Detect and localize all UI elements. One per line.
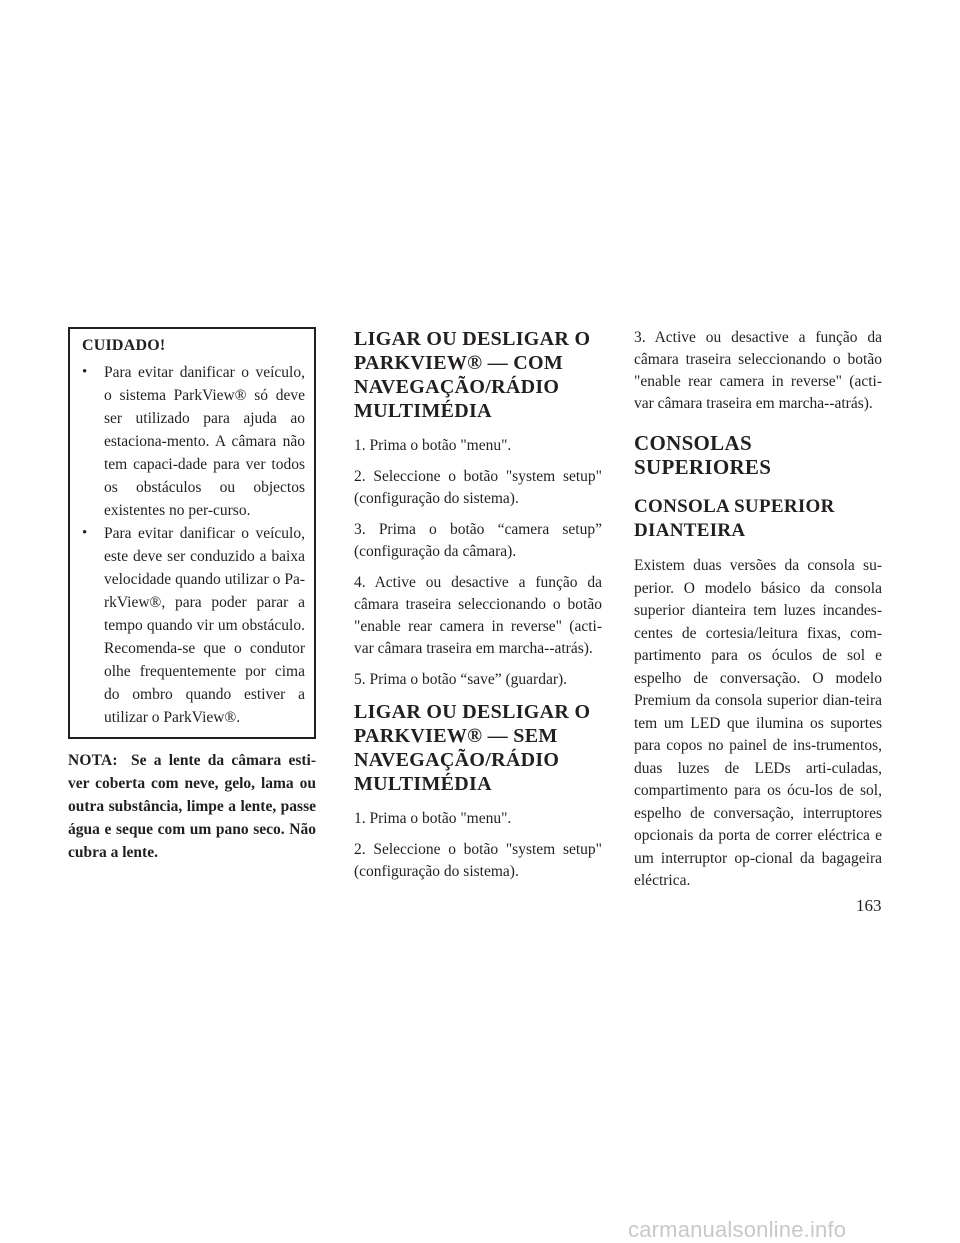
step: 3. Prima o botão “camera setup” (configuração da câmara). xyxy=(354,521,602,560)
watermark: carmanualsonline.info xyxy=(628,1217,847,1242)
right-column xyxy=(634,327,882,902)
step: 2. Seleccione o botão "system setup" (configuração do sistema). xyxy=(354,468,602,507)
step: 2. Seleccione o botão "system setup" (configuração do sistema). xyxy=(354,841,602,880)
section-heading-with-navigation: LIGAR OU DESLIGAR O PARKVIEW® — COM NAVEGAÇÃO/RÁDIO MULTIMÉDIA xyxy=(354,328,591,422)
note xyxy=(68,749,316,864)
caution-list xyxy=(78,361,305,729)
caution-item: • Para evitar danificar o veículo, o sistema ParkView® só deve ser utilizado para ajuda ao estaciona-mento. A câmara não tem capaci-dade para ver todos os obstáculos ou objectos existentes no per-curso. xyxy=(78,361,305,522)
subsection-heading-front-console: CONSOLA SUPERIOR DIANTEIRA xyxy=(634,496,835,541)
caution-title: CUIDADO! xyxy=(82,337,166,354)
note-label: NOTA: xyxy=(68,752,118,769)
section-heading-without-navigation: LIGAR OU DESLIGAR O PARKVIEW® — SEM NAVEGAÇÃO/RÁDIO MULTIMÉDIA xyxy=(354,701,591,795)
middle-column xyxy=(354,327,602,892)
step: 1. Prima o botão "menu". xyxy=(354,810,512,827)
step: 1. Prima o botão "menu". xyxy=(354,437,512,454)
note-text: Se a lente da câmara esti-ver coberta com neve, gelo, lama ou outra substância, limpe a lente, passe água e seque com um pano seco. Não cubra a lente. xyxy=(68,752,317,861)
left-column xyxy=(68,327,316,864)
caution-item: • Para evitar danificar o veículo, este deve ser conduzido a baixa velocidade quando utilizar o Pa-rkView®, para poder parar a tempo quando vir um obstáculo. Recomenda-se que o condutor olhe frequentemente por cima do ombro quando estiver a utilizar o ParkView®. xyxy=(78,522,305,729)
step: 4. Active ou desactive a função da câmara traseira seleccionando o botão "enable rear camera in reverse" (acti-var câmara traseira em marcha--atrás). xyxy=(354,574,602,657)
step: 5. Prima o botão “save” (guardar). xyxy=(354,671,568,688)
section-heading-overhead-consoles: CONSOLAS SUPERIORES xyxy=(634,431,772,479)
body-paragraph: Existem duas versões da consola su-perior. O modelo básico da consola superior dianteira tem luzes incandes-centes de cortesia/leitura fixas, com-partimento para os óculos de sol e espelho de conversação. O modelo Premium da consola superior dian-teira tem um LED que ilumina os suportes para copos no painel de ins-trumentos, duas luzes de LEDs arti-culadas, compartimento para os ócu-los de sol, espelho de conversação, interruptores opcionais da porta de correr eléctrica e um interruptor op-cional da bagageira eléctrica. xyxy=(634,557,882,889)
caution-box xyxy=(68,327,316,739)
step: 3. Active ou desactive a função da câmara traseira seleccionando o botão "enable rear camera in reverse" (acti-var câmara traseira em marcha--atrás). xyxy=(634,329,882,412)
page-number: 163 xyxy=(856,896,882,915)
